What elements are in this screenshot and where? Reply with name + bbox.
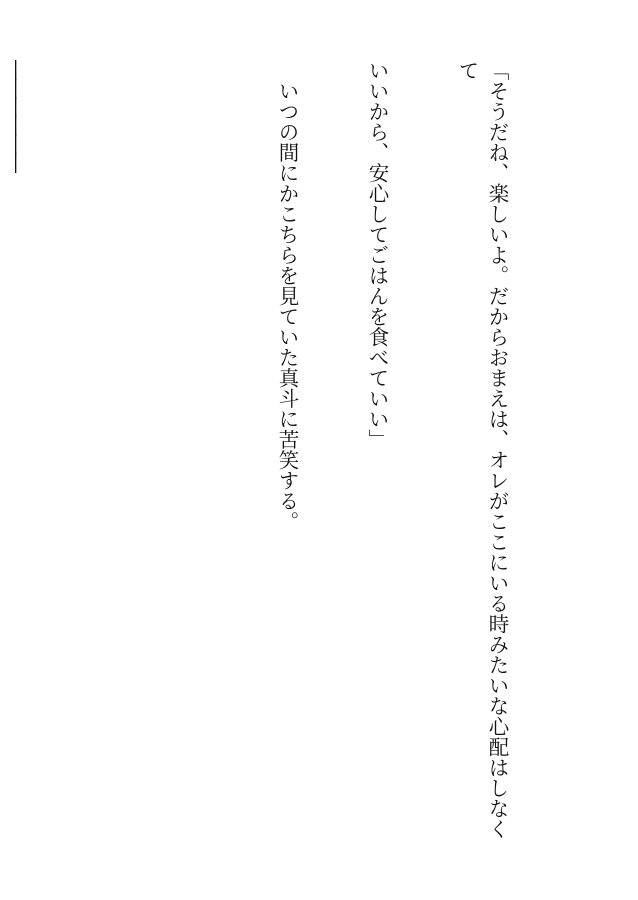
text-line: いいから、安心してごはんを食べていい」 bbox=[365, 60, 389, 450]
blank-line bbox=[92, 60, 122, 850]
blank-line bbox=[182, 60, 212, 850]
vertical-text-block bbox=[0, 60, 572, 850]
text-line: いつの間にかこちらを見ていた真斗に苦笑する。 bbox=[275, 60, 299, 532]
scene-break-dash: ―――――― bbox=[5, 60, 29, 171]
text-line: 「そうだね、楽しいよ。だからおまえは、オレがここにいる時みたいな心配はしなくて bbox=[455, 60, 509, 839]
